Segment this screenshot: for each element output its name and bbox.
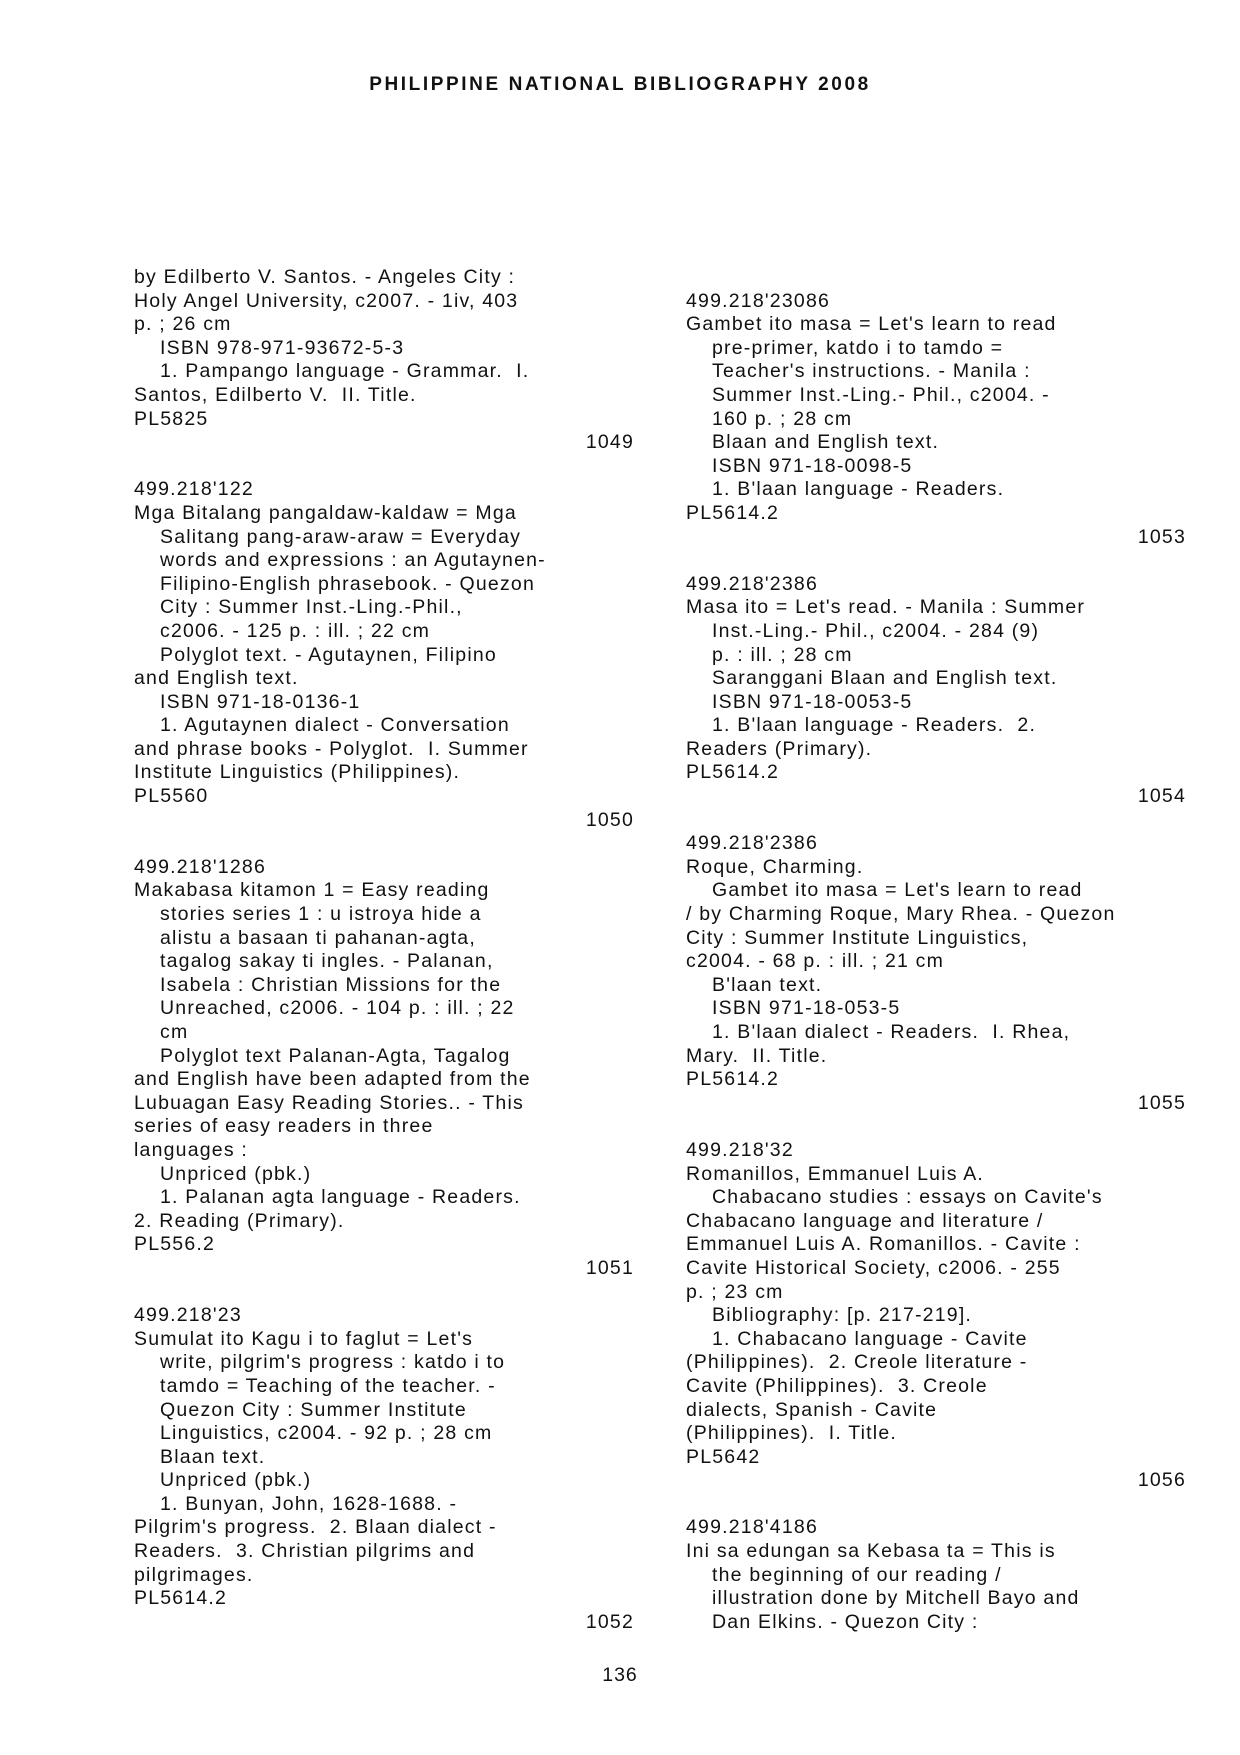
entry-line: Inst.-Ling.- Phil., c2004. - 284 (9) [712,619,1040,642]
entry-line: 1. Palanan agta language - Readers. [160,1186,521,1209]
entry-line: 1. Chabacano language - Cavite [712,1327,1028,1350]
entry-number: 1055 [1137,1091,1186,1114]
entry-line: 499.218'23086 [686,289,831,312]
entry-line: dialects, Spanish - Cavite [686,1398,938,1421]
entry-separator [686,266,1186,290]
entry-line: c2004. - 68 p. : ill. ; 21 cm [686,950,945,973]
entry-line: p. ; 26 cm [134,313,232,336]
entry-line: tamdo = Teaching of the teacher. - [160,1374,496,1397]
entry-line: Chabacano studies : essays on Cavite's [712,1186,1103,1209]
entry-number: 1056 [1137,1469,1186,1492]
entry-line: c2006. - 125 p. : ill. ; 22 cm [160,619,431,642]
entry-line: 1. Agutaynen dialect - Conversation [160,714,510,737]
entry-line: Blaan text. [160,1445,266,1468]
entry-line: Romanillos, Emmanuel Luis A. [686,1162,985,1185]
entry-line: Sumulat ito Kagu i to faglut = Let's [134,1327,474,1350]
entry-line: 499.218'2386 [686,572,818,595]
entry-number: 1049 [585,431,634,454]
entry-line: City : Summer Inst.-Ling.-Phil., [160,596,463,619]
entry-line: Cavite Historical Society, c2006. - 255 [686,1256,1061,1279]
entry-line: 1. Bunyan, John, 1628-1688. - [160,1492,458,1515]
entry-line: Institute Linguistics (Philippines). [134,761,461,784]
entry-line: illustration done by Mitchell Bayo and [712,1587,1080,1610]
entry-line: languages : [134,1138,249,1161]
entry-line: series of easy readers in three [134,1115,434,1138]
entry-line: Mary. II. Title. [686,1044,828,1067]
entry-number: 1052 [585,1610,634,1633]
entry-separator [134,455,634,479]
entry-line: Emmanuel Luis A. Romanillos. - Cavite : [686,1233,1081,1256]
entry-separator [686,1493,1186,1517]
entry-line: ISBN 971-18-053-5 [712,997,901,1020]
entry-line: PL5560 [134,785,209,808]
entry-line: PL5642 [686,1445,761,1468]
entry-line: PL5614.2 [134,1587,228,1610]
entry-line: 160 p. ; 28 cm [712,407,853,430]
entry-separator [134,832,634,856]
entry-line: PL556.2 [134,1233,216,1256]
entry-line: Unreached, c2006. - 104 p. : ill. ; 22 [160,997,515,1020]
entry-separator [686,809,1186,833]
entry-line: Unpriced (pbk.) [160,1162,312,1185]
entry-number: 1054 [1137,785,1186,808]
entry-line: 2. Reading (Primary). [134,1209,345,1232]
entry-line: Filipino-English phrasebook. - Quezon [160,572,535,595]
entry-line: ISBN 978-971-93672-5-3 [160,336,405,359]
entry-line: Unpriced (pbk.) [160,1469,312,1492]
entry-line: ISBN 971-18-0098-5 [712,454,913,477]
entry-line: and phrase books - Polyglot. I. Summer [134,737,529,760]
entry-line: Isabela : Christian Missions for the [160,973,502,996]
entry-line: 499.218'1286 [134,855,266,878]
entry-line: Bibliography: [p. 217-219]. [712,1304,973,1327]
entry-line: Polyglot text Palanan-Agta, Tagalog [160,1044,511,1067]
entry-line: Ini sa edungan sa Kebasa ta = This is [686,1540,1056,1563]
entry-line: PL5825 [134,407,209,430]
entry-line: Makabasa kitamon 1 = Easy reading [134,879,490,902]
entry-separator [686,549,1186,573]
entry-line: words and expressions : an Agutaynen- [160,549,546,572]
entry-line: Readers (Primary). [686,737,873,760]
entry-line: by Edilberto V. Santos. - Angeles City : [134,266,516,288]
entry-line: Pilgrim's progress. 2. Blaan dialect - [134,1516,497,1539]
entry-line: ISBN 971-18-0136-1 [160,690,361,713]
entry-line: 499.218'23 [134,1304,242,1327]
left-column [134,266,634,1634]
entry-line: Teacher's instructions. - Manila : [712,360,1031,383]
entry-number: 1050 [585,808,634,831]
entry-line: Gambet ito masa = Let's learn to read [686,313,1057,336]
entry-line: 499.218'32 [686,1138,794,1161]
entry-line: write, pilgrim's progress : katdo i to [160,1351,506,1374]
right-column [686,266,1186,1634]
entry-number: 1053 [1137,525,1186,548]
entry-line: PL5614.2 [686,501,780,524]
entry-line: and English have been adapted from the [134,1068,531,1091]
page-header-title: PHILIPPINE NATIONAL BIBLIOGRAPHY 2008 [369,74,871,95]
entry-line: PL5614.2 [686,1068,780,1091]
entry-line: Chabacano language and literature / [686,1209,1044,1232]
entry-separator [134,1281,634,1305]
entry-line: cm [160,1021,189,1043]
entry-line: Salitang pang-araw-araw = Everyday [160,525,522,548]
entry-line: / by Charming Roque, Mary Rhea. - Quezon [686,903,1116,926]
entry-line: Mga Bitalang pangaldaw-kaldaw = Mga [134,501,517,524]
entry-line: ISBN 971-18-0053-5 [712,690,913,713]
entry-line: Gambet ito masa = Let's learn to read [712,879,1083,902]
entry-line: Linguistics, c2004. - 92 p. ; 28 cm [160,1422,493,1445]
entry-line: 499.218'4186 [686,1516,818,1539]
entry-line: Saranggani Blaan and English text. [712,667,1058,690]
entry-line: stories series 1 : u istroya hide a [160,903,482,926]
entry-line: 1. Pampango language - Grammar. I. [160,360,530,383]
entry-line: Masa ito = Let's read. - Manila : Summer [686,596,1086,619]
entry-line: City : Summer Institute Linguistics, [686,926,1029,949]
entry-line: 1. B'laan dialect - Readers. I. Rhea, [712,1021,1071,1043]
page-number: 136 [602,1664,638,1686]
entry-line: Lubuagan Easy Reading Stories.. - This [134,1091,524,1114]
entry-line: PL5614.2 [686,761,780,784]
entry-line: pre-primer, katdo i to tamdo = [712,336,1004,359]
entry-line: (Philippines). 2. Creole literature - [686,1351,1028,1374]
entry-line: alistu a basaan ti pahanan-agta, [160,926,476,949]
entry-line: 499.218'2386 [686,832,818,855]
entry-line: (Philippines). I. Title. [686,1422,897,1445]
entry-line: Readers. 3. Christian pilgrims and [134,1540,476,1563]
entry-number: 1051 [585,1256,634,1279]
entry-line: Holy Angel University, c2007. - 1iv, 403 [134,289,519,312]
entry-line: Blaan and English text. [712,431,940,454]
entry-separator [686,1115,1186,1139]
entry-line: and English text. [134,667,299,690]
entry-line: B'laan text. [712,973,823,996]
entry-line: pilgrimages. [134,1563,254,1586]
entry-line: Quezon City : Summer Institute [160,1398,467,1421]
entry-line: p. ; 23 cm [686,1280,784,1303]
entry-line: Summer Inst.-Ling.- Phil., c2004. - [712,383,1050,406]
entry-line: Dan Elkins. - Quezon City : [712,1610,979,1633]
entry-line: Roque, Charming. [686,855,864,878]
entry-line: Santos, Edilberto V. II. Title. [134,383,417,406]
entry-line: 1. B'laan language - Readers. 2. [712,714,1037,737]
entry-line: Cavite (Philippines). 3. Creole [686,1374,988,1397]
entry-line: the beginning of our reading / [712,1563,1002,1586]
entry-line: 1. B'laan language - Readers. [712,478,1005,501]
entry-line: Polyglot text. - Agutaynen, Filipino [160,643,497,666]
entry-line: tagalog sakay ti ingles. - Palanan, [160,950,494,973]
entry-line: 499.218'122 [134,478,254,501]
entry-line: p. : ill. ; 28 cm [712,643,853,666]
